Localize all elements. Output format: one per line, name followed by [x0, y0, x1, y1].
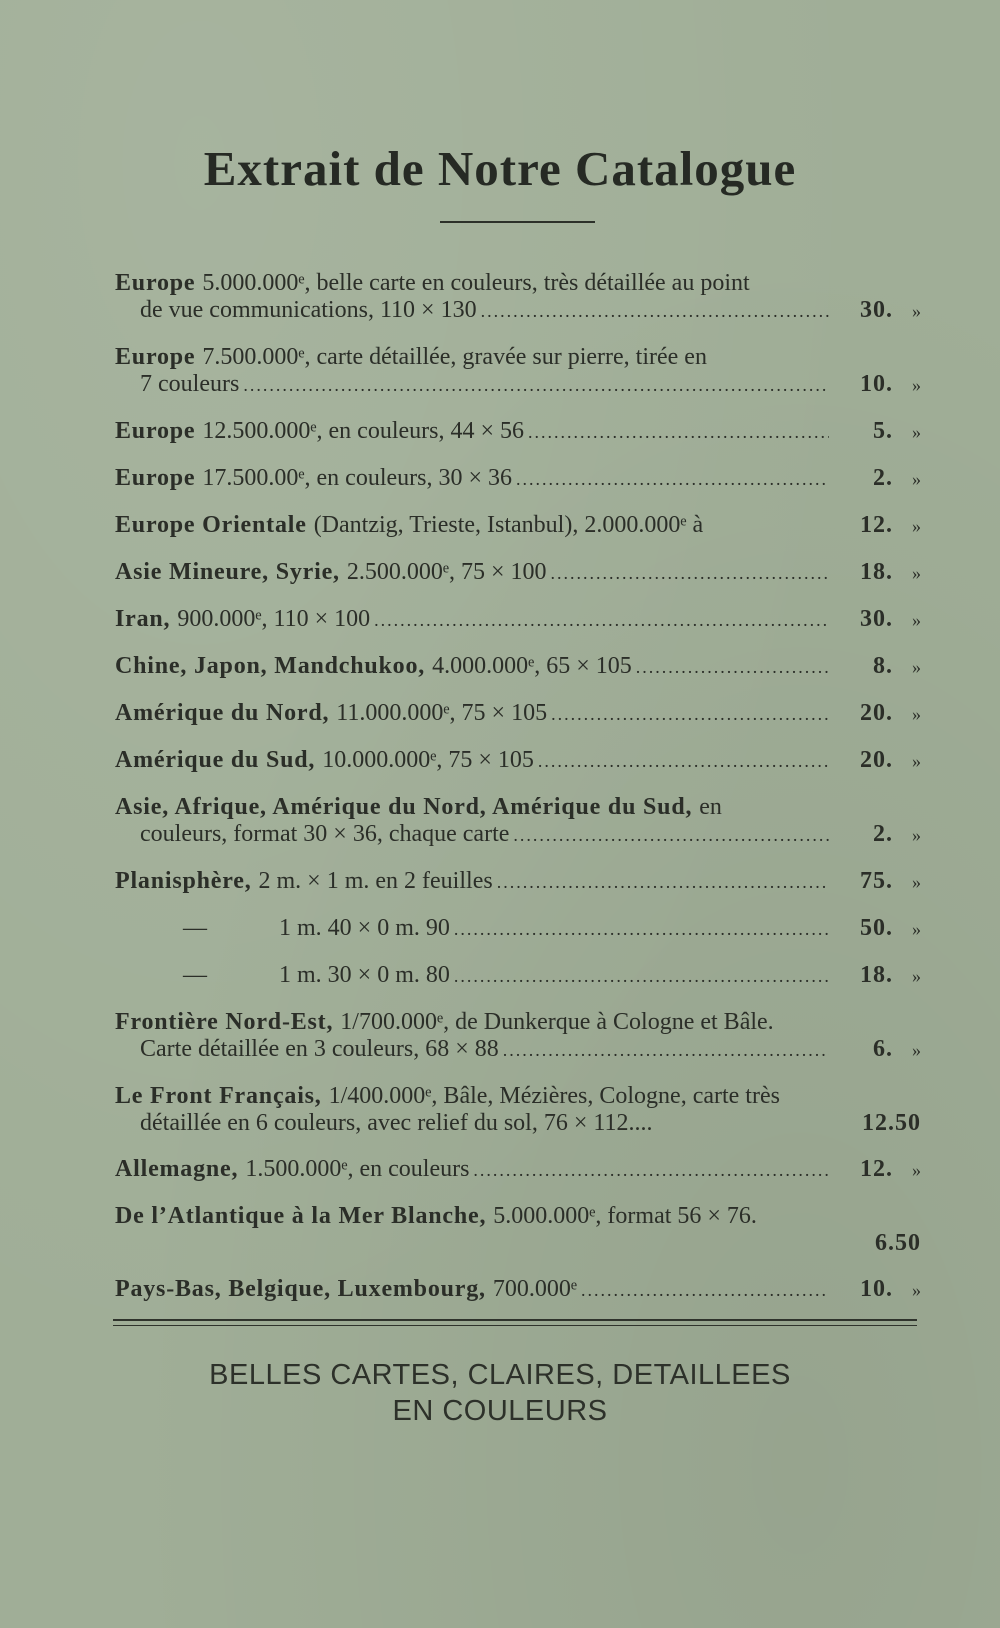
footer-line-1: BELLES CARTES, CLAIRES, DETAILLEES: [209, 1359, 791, 1391]
item-description-cont: détaillée en 6 couleurs, avec relief du sol, 76 × 112....: [140, 1110, 653, 1136]
item-description: 1/700.000ᵉ, de Dunkerque à Cologne et Bâle.: [340, 1009, 774, 1035]
item-price: 10.: [860, 371, 893, 397]
item-description: 12.500.000ᵉ, en couleurs, 44 × 56: [202, 418, 525, 444]
list-item: [115, 1156, 921, 1184]
leader-dots: [516, 466, 829, 493]
leader-dots: [497, 869, 829, 896]
item-price-suffix: »: [912, 704, 921, 724]
item-name: Europe: [115, 418, 196, 444]
item-price-suffix: »: [912, 301, 921, 321]
item-name: Europe: [115, 344, 196, 370]
catalogue-list: [115, 270, 921, 1323]
leader-dots: [454, 963, 829, 990]
item-price-suffix: »: [912, 657, 921, 677]
item-price-suffix: »: [912, 1160, 921, 1180]
item-price: 20.: [860, 747, 893, 773]
list-item: [115, 606, 921, 634]
leader-dots: [551, 701, 829, 728]
leader-dots: [636, 654, 829, 681]
item-description: 1/400.000ᵉ, Bâle, Mézières, Cologne, carte très: [328, 1083, 780, 1109]
item-name: Europe: [115, 270, 196, 296]
leader-dots: [454, 916, 829, 943]
footer-line-2: EN COULEURS: [392, 1395, 608, 1427]
list-item: [115, 465, 921, 493]
item-description: 2.500.000ᵉ, 75 × 100: [346, 559, 547, 585]
item-name: Iran,: [115, 606, 171, 632]
list-item: [115, 794, 921, 849]
footer-slogan: [0, 1357, 1000, 1429]
item-name: Planisphère,: [115, 868, 252, 894]
item-price-suffix: »: [912, 516, 921, 536]
double-divider: [113, 1319, 917, 1330]
list-item: [115, 700, 921, 728]
item-description-cont: 7 couleurs: [140, 371, 240, 397]
item-description: 5.000.000ᵉ, format 56 × 76.: [493, 1203, 757, 1229]
item-name: Asie Mineure, Syrie,: [115, 559, 340, 585]
item-description: 17.500.00ᵉ, en couleurs, 30 × 36: [202, 465, 513, 491]
item-description: 900.000ᵉ, 110 × 100: [177, 606, 371, 632]
item-description-cont: Carte détaillée en 3 couleurs, 68 × 88: [140, 1036, 499, 1062]
item-name: Pays-Bas, Belgique, Luxembourg,: [115, 1276, 486, 1302]
item-price: 50.: [860, 915, 893, 941]
item-name: Europe Orientale: [115, 512, 307, 538]
list-item: [115, 418, 921, 446]
item-name: Asie, Afrique, Amérique du Nord, Amérique du Sud,: [115, 794, 693, 820]
item-name: Allemagne,: [115, 1156, 239, 1182]
item-price-suffix: »: [912, 610, 921, 630]
item-price: 8.: [873, 653, 893, 679]
item-description: 700.000ᵉ: [492, 1276, 577, 1302]
item-name: De l’Atlantique à la Mer Blanche,: [115, 1203, 487, 1229]
list-item: [115, 1203, 921, 1257]
list-item: [115, 747, 921, 775]
item-name: Amérique du Nord,: [115, 700, 330, 726]
item-description: 1 m. 30 × 0 m. 80: [279, 962, 450, 988]
leader-dots: [513, 822, 829, 849]
leader-dots: [374, 607, 829, 634]
item-price: 12.: [860, 512, 893, 538]
item-price: 18.: [860, 962, 893, 988]
item-price: 30.: [860, 297, 893, 323]
item-price: 10.: [860, 1276, 893, 1302]
list-item: [115, 653, 921, 681]
item-price-suffix: »: [912, 872, 921, 892]
title-underline: [440, 221, 595, 223]
item-description: (Dantzig, Trieste, Istanbul), 2.000.000ᵉ à: [313, 512, 704, 538]
item-price: 6.50: [875, 1230, 921, 1256]
item-description: 4.000.000ᵉ, 65 × 105: [432, 653, 632, 679]
item-price: 12.: [860, 1156, 893, 1182]
item-name: Amérique du Sud,: [115, 747, 316, 773]
item-description: 5.000.000ᵉ, belle carte en couleurs, très détaillée au point: [202, 270, 750, 296]
ditto-dash: —: [183, 962, 207, 988]
item-description: en: [699, 794, 722, 820]
leader-dots: [538, 748, 829, 775]
item-description: 2 m. × 1 m. en 2 feuilles: [258, 868, 493, 894]
leader-dots: [581, 1277, 829, 1304]
item-price-suffix: »: [912, 966, 921, 986]
item-price: 6.: [873, 1036, 893, 1062]
leader-dots: [528, 419, 829, 446]
item-name: Le Front Français,: [115, 1083, 322, 1109]
list-item: [115, 915, 921, 943]
item-price-suffix: »: [912, 825, 921, 845]
item-name: Frontière Nord-Est,: [115, 1009, 334, 1035]
item-price: 18.: [860, 559, 893, 585]
item-price-suffix: »: [912, 751, 921, 771]
list-item: [115, 1083, 921, 1137]
list-item: [115, 1009, 921, 1064]
list-item: [115, 512, 921, 540]
leader-dots: [243, 372, 829, 399]
leader-dots: [473, 1157, 829, 1184]
leader-dots: [503, 1037, 829, 1064]
list-item: [115, 344, 921, 399]
item-description: 1 m. 40 × 0 m. 90: [279, 915, 450, 941]
page-title: Extrait de Notre Catalogue: [203, 141, 797, 196]
item-price: 5.: [873, 418, 893, 444]
list-item: [115, 962, 921, 990]
list-item: [115, 559, 921, 587]
item-price: 30.: [860, 606, 893, 632]
list-item: [115, 1276, 921, 1304]
item-description: 10.000.000ᵉ, 75 × 105: [322, 747, 534, 773]
item-price-suffix: »: [912, 469, 921, 489]
item-price-suffix: »: [912, 563, 921, 583]
item-price-suffix: »: [912, 1040, 921, 1060]
item-description-cont: couleurs, format 30 × 36, chaque carte: [140, 821, 510, 847]
item-price-suffix: »: [912, 375, 921, 395]
item-price-suffix: »: [912, 422, 921, 442]
item-description: 11.000.000ᵉ, 75 × 105: [336, 700, 548, 726]
item-price: 75.: [860, 868, 893, 894]
item-price: 2.: [873, 465, 893, 491]
item-description: 7.500.000ᵉ, carte détaillée, gravée sur pierre, tirée en: [202, 344, 707, 370]
item-price-suffix: »: [912, 1280, 921, 1300]
item-price: 20.: [860, 700, 893, 726]
list-item: [115, 868, 921, 896]
item-description: 1.500.000ᵉ, en couleurs: [245, 1156, 470, 1182]
item-name: Chine, Japon, Mandchukoo,: [115, 653, 426, 679]
leader-dots: [481, 298, 829, 325]
item-price-suffix: »: [912, 919, 921, 939]
item-description-cont: de vue communications, 110 × 130: [140, 297, 477, 323]
item-price: 2.: [873, 821, 893, 847]
leader-dots: [551, 560, 829, 587]
list-item: [115, 270, 921, 325]
item-name: Europe: [115, 465, 196, 491]
ditto-dash: —: [183, 915, 207, 941]
item-price: 12.50: [862, 1110, 921, 1136]
